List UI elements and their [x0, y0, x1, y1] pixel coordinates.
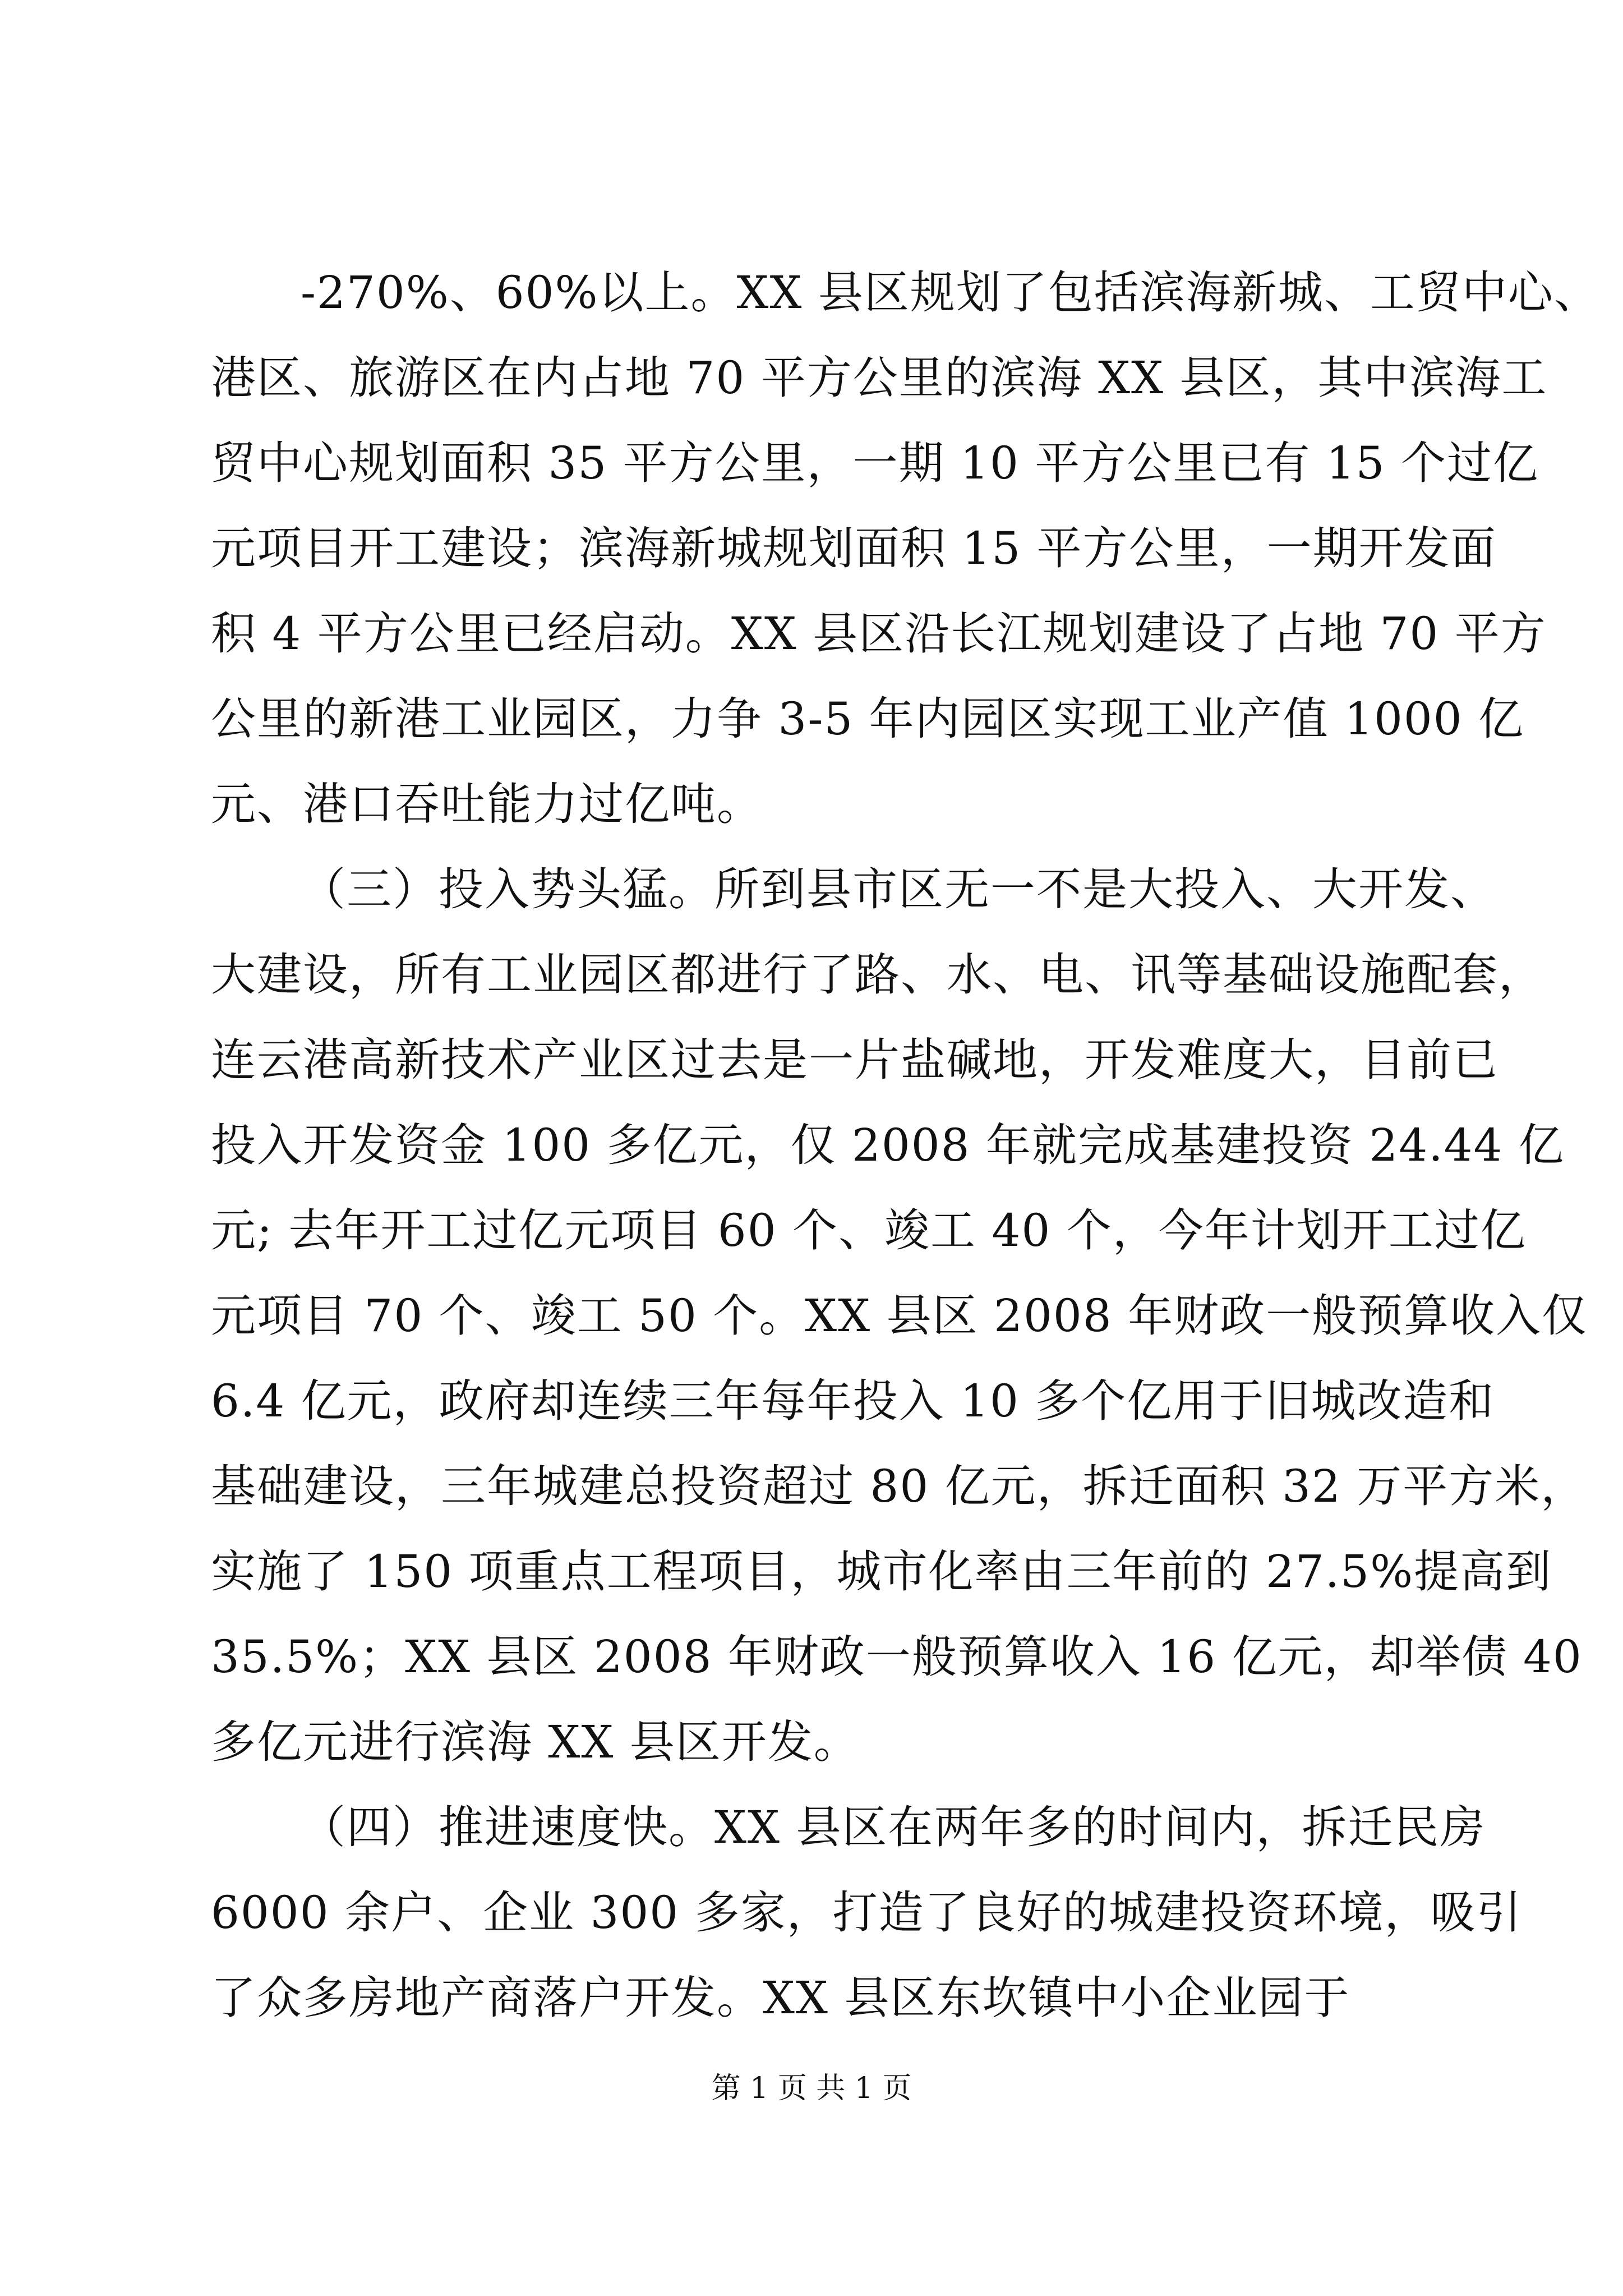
text-line: 6000 余户、企业 300 多家，打造了良好的城建投资环境，吸引	[211, 1887, 1523, 1939]
paragraph-heading-line: （三）投入势头猛。所到县市区无一不是大投入、大开发、	[301, 863, 1496, 915]
text-line: 基础建设，三年城建总投资超过 80 亿元，拆迁面积 32 万平方米，	[211, 1460, 1587, 1512]
document-body	[211, 250, 1600, 2041]
text-line: 港区、旅游区在内占地 70 平方公里的滨海 XX 县区，其中滨海工	[211, 352, 1548, 404]
text-line: 公里的新港工业园区，力争 3-5 年内园区实现工业产值 1000 亿	[211, 693, 1525, 745]
text-line: 6.4 亿元，政府却连续三年每年投入 10 多个亿用于旧城改造和	[211, 1375, 1495, 1427]
text-line: 元项目 70 个、竣工 50 个。XX 县区 2008 年财政一般预算收入仅	[211, 1290, 1588, 1342]
text-line: 多亿元进行滨海 XX 县区开发。	[211, 1716, 860, 1768]
text-line: 贸中心规划面积 35 平方公里，一期 10 平方公里已有 15 个过亿	[211, 437, 1539, 489]
text-line: 实施了 150 项重点工程项目，城市化率由三年前的 27.5%提高到	[211, 1545, 1552, 1598]
text-line: 积 4 平方公里已经启动。XX 县区沿长江规划建设了占地 70 平方	[211, 608, 1547, 660]
paragraph-heading-line: （四）推进速度快。XX 县区在两年多的时间内，拆迁民房	[301, 1801, 1486, 1853]
page-footer	[0, 2064, 1623, 2106]
text-line: 元; 去年开工过亿元项目 60 个、竣工 40 个，今年计划开工过亿	[211, 1204, 1527, 1257]
text-line: 35.5%；XX 县区 2008 年财政一般预算收入 16 亿元，却举债 40	[211, 1631, 1583, 1683]
text-line: 连云港高新技术产业区过去是一片盐碱地，开发难度大，目前已	[211, 1034, 1498, 1086]
text-line: 了众多房地产商落户开发。XX 县区东坎镇中小企业园于	[211, 1972, 1350, 2024]
text-line: 元、港口吞吐能力过亿吨。	[211, 778, 763, 830]
page-number-label: 第 1 页 共 1 页	[711, 2072, 912, 2105]
text-line: 投入开发资金 100 多亿元，仅 2008 年就完成基建投资 24.44 亿	[211, 1119, 1565, 1171]
text-line: 大建设，所有工业园区都进行了路、水、电、讯等基础设施配套，	[211, 949, 1544, 1001]
text-line: 元项目开工建设；滨海新城规划面积 15 平方公里，一期开发面	[211, 522, 1497, 574]
text-line: -270%、60%以上。XX 县区规划了包括滨海新城、工贸中心、	[301, 266, 1600, 319]
